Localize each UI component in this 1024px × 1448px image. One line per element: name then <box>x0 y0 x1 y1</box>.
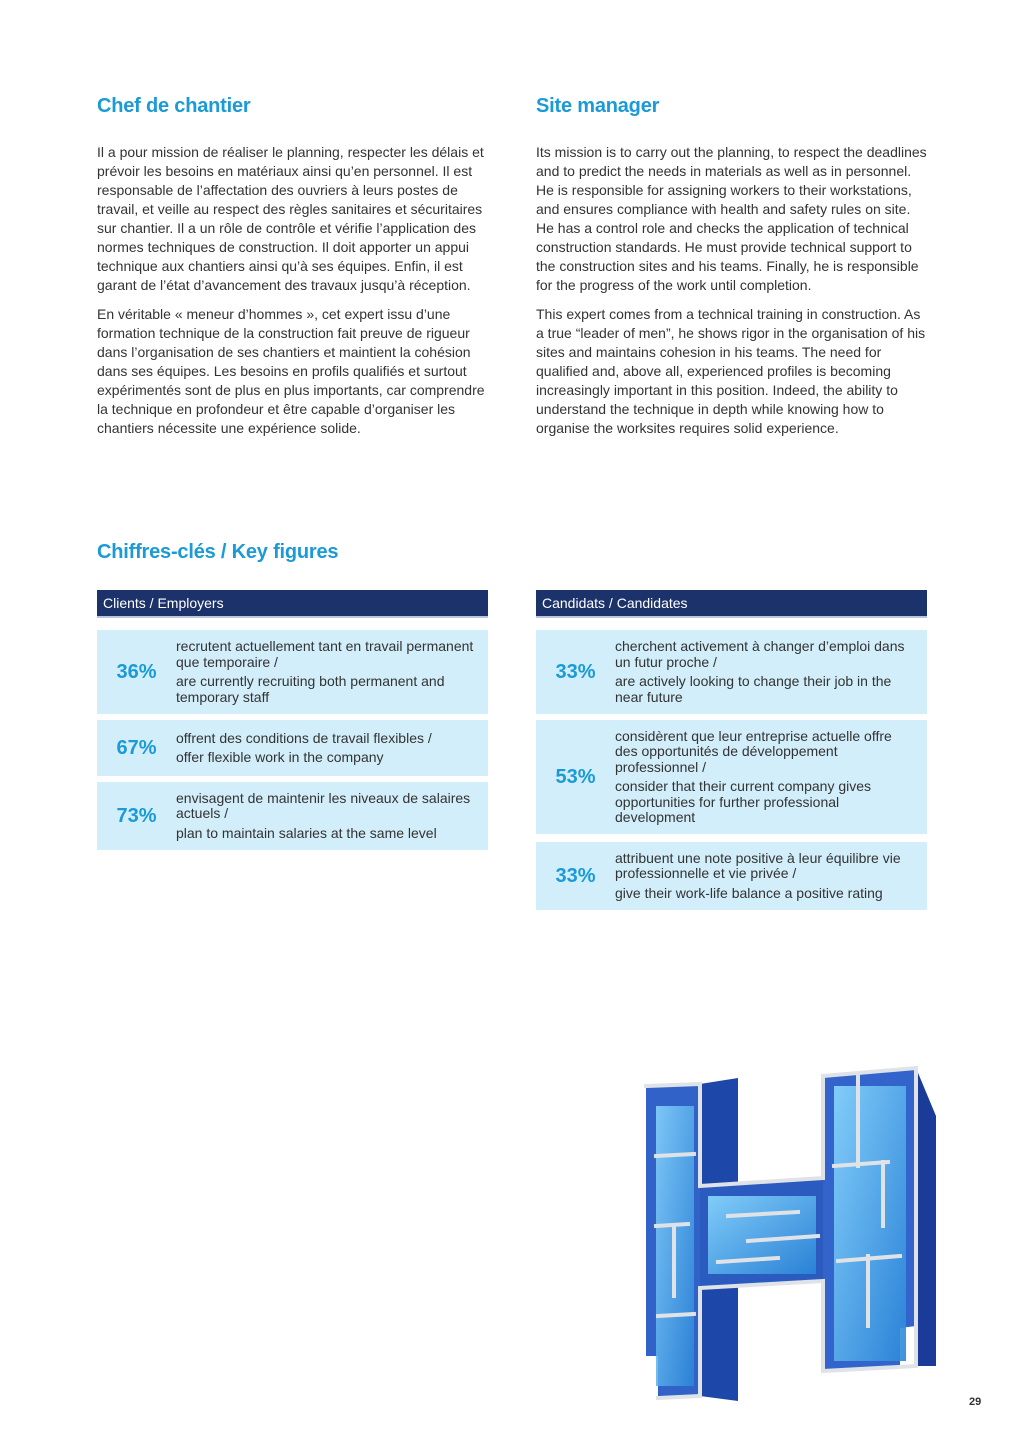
letter-h-maze-illustration <box>638 1066 943 1411</box>
stat-value: 33% <box>555 660 596 683</box>
employers-panel <box>97 590 488 850</box>
stat-text <box>615 729 917 826</box>
stat-text-fr: considèrent que leur entreprise actuelle offre des opportunités de développement professionnel / <box>615 727 892 775</box>
stat-text-en: give their work-life balance a positive rating <box>615 884 883 901</box>
stat-text-fr: recrutent actuellement tant en travail permanent que temporaire / <box>176 638 474 670</box>
stat-card <box>536 630 927 714</box>
candidates-panel <box>536 590 927 910</box>
page-number: 29 <box>969 1396 982 1408</box>
stat-text-fr: envisagent de maintenir les niveaux de salaires actuels / <box>176 789 471 822</box>
stat-text-en: offer flexible work in the company <box>176 749 384 765</box>
stat-value: 67% <box>116 736 157 759</box>
stat-text-en: plan to maintain salaries at the same level <box>176 824 437 841</box>
stat-text <box>176 639 478 705</box>
stat-text-fr: offrent des conditions de travail flexibles / <box>176 729 432 746</box>
paragraph: Il a pour mission de réaliser le planning, respecter les délais et prévoir les besoins en matériaux ainsi qu’en personnel. Il est responsable de l’affectation des ouvriers à leurs postes de travail, et veille au respect des règles sanitaires et sécuritaires sur chantier. Il a un rôle de contrôle et vérifie l’application des normes techniques de construction. Il doit apporter un appui technique aux chantiers ainsi qu’à ses équipes. Enfin, il est garant de l’état d’avancement des travaux jusqu’à réception. <box>97 144 484 293</box>
section-body-en <box>536 143 928 448</box>
stat-value: 33% <box>555 864 596 887</box>
section-body-fr <box>97 143 489 448</box>
stat-card <box>536 720 927 834</box>
stat-card <box>536 842 927 910</box>
stat-text-fr: attribuent une note positive à leur équilibre vie professionnelle et vie privée / <box>615 849 901 882</box>
key-figures-title: Chiffres-clés / Key figures <box>97 541 339 563</box>
section-title-fr: Chef de chantier <box>97 95 251 117</box>
stat-text <box>615 639 917 705</box>
stat-card <box>97 720 488 776</box>
section-title-en: Site manager <box>536 95 660 117</box>
stat-text <box>176 731 432 766</box>
candidates-header: Candidats / Candidates <box>536 590 927 618</box>
stat-value: 53% <box>555 765 596 788</box>
stat-text <box>615 851 917 902</box>
stat-text <box>176 791 478 842</box>
paragraph: This expert comes from a technical training in construction. As a true “leader of men”, he shows rigor in the organisation of his sites and maintains cohesion in his teams. The need for qualified and, above all, experienced profiles is becoming increasingly important in this position. Indeed, the ability to understand the technique in depth while knowing how to organise the worksites requires solid experience. <box>536 306 926 436</box>
stat-text-en: are actively looking to change their job in the near future <box>615 673 892 705</box>
stat-value: 73% <box>116 804 157 827</box>
stat-value: 36% <box>116 660 157 683</box>
stat-text-en: consider that their current company gives opportunities for further professional development <box>615 778 872 825</box>
paragraph: En véritable « meneur d’hommes », cet expert issu d’une formation technique de la construction fait preuve de rigueur dans l’organisation de ses chantiers et maintient la cohésion dans ses équipes. Les besoins en profils qualifiés et surtout expérimentés sont de plus en plus importants, car comprendre la technique en profondeur et être capable d’organiser les chantiers nécessite une expérience solide. <box>97 306 485 436</box>
paragraph: Its mission is to carry out the planning, to respect the deadlines and to predict the needs in materials as well as in personnel. He is responsible for assigning workers to their workstations, and ensures compliance with health and safety rules on site. He has a control role and checks the application of technical construction standards. He must provide technical support to the construction sites and his teams. Finally, he is responsible for the progress of the work until completion. <box>536 144 927 293</box>
stat-card <box>97 630 488 714</box>
stat-text-en: are currently recruiting both permanent and temporary staff <box>176 673 445 705</box>
stat-card <box>97 782 488 850</box>
stat-text-fr: cherchent activement à changer d’emploi dans un futur proche / <box>615 638 905 670</box>
employers-header: Clients / Employers <box>97 590 488 618</box>
